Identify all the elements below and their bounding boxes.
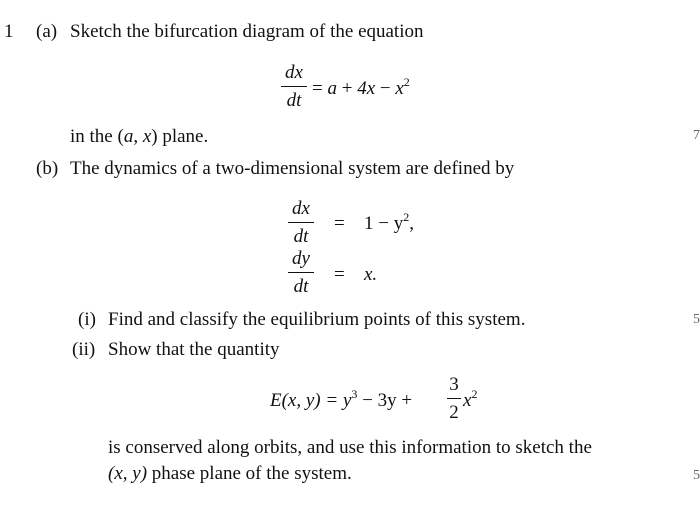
eq-a-term-4x: 4x [357,78,376,99]
part-b-i-text: Find and classify the equilibrium points of this system. [108,309,526,330]
sys-eq1-rhs: $1 - y^2$, [364,210,414,234]
part-b-ii-label: (ii) [72,339,96,360]
right-edge-mark-2: 5 [693,312,700,327]
sys-eq2-rhs: x. [364,264,378,285]
eq-a-fraction [281,63,307,110]
eq-a-term-x: x [395,78,404,99]
closing-line-2: (x, y) phase plane of the system. [108,463,352,484]
eq-a-denominator: dt [286,90,302,111]
right-edge-mark-3: 5 [693,468,700,483]
energy-equation: E(x, $y) = y^3 - 3y$ + [270,387,413,411]
part-b-ii-text: Show that the quantity [108,339,280,360]
closing-line-1: is conserved along orbits, and use this information to sketch the [108,437,592,458]
eq-a-numerator: dx [285,62,303,83]
part-b-i-label: (i) [78,309,96,330]
right-edge-mark-1: 7 [693,128,700,143]
part-a-plane-text: in the (a, x) plane. [70,126,209,147]
sys-eq2-equals: = [334,264,345,285]
part-a-label: (a) [36,21,58,42]
part-a-text: Sketch the bifurcation diagram of the equation [70,21,424,42]
eq-a-term-a: a [327,78,337,99]
part-b-label: (b) [36,158,59,179]
eq-a-fraction-bar [281,86,307,87]
sys-eq2-fraction: dy dt [288,249,314,296]
energy-fraction: 3 2 [447,375,461,422]
part-b-text: The dynamics of a two-dimensional system are defined by [70,158,515,179]
eq-a-rhs: = $a + 4x - x^2$ [312,75,410,99]
sys-eq1-fraction: dx dt [288,199,314,246]
energy-tail: $x^2$ [463,387,478,411]
sys-eq1-equals: = [334,213,345,234]
question-number: 1 [4,21,14,42]
